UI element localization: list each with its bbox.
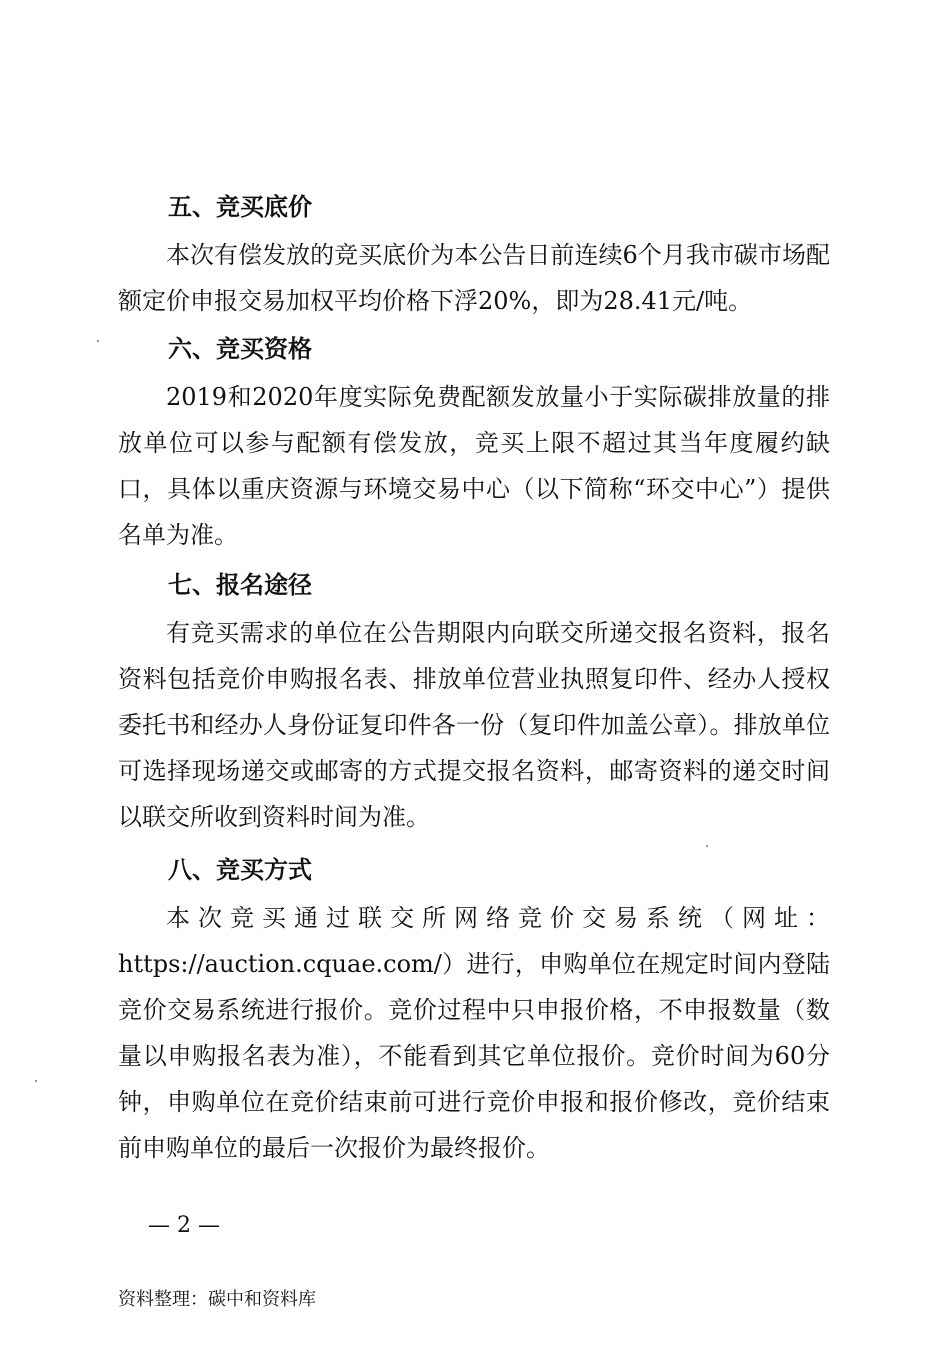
page-number: — 2 — [148, 1213, 220, 1238]
section-heading-6: 六、竞买资格 [168, 335, 312, 363]
section-body-7: 有竞买需求的单位在公告期限内向联交所递交报名资料，报名资料包括竞价申购报名表、排放单位营业执照复印件、经办人授权委托书和经办人身份证复印件各一份（复印件加盖公章）。排放单位可选择现场递交或邮寄的方式提交报名资料，邮寄资料的递交时间以联交所收到资料时间为准。 [118, 619, 830, 831]
scan-speck [97, 340, 99, 342]
section-heading-8: 八、竞买方式 [168, 856, 312, 884]
scan-speck [35, 1080, 37, 1082]
section-body-6: 2019和2020年度实际免费配额发放量小于实际碳排放量的排放单位可以参与配额有偿发放，竞买上限不超过其当年度履约缺口，具体以重庆资源与环境交易中心（以下简称“环交中心”）提供名单为准。 [118, 383, 830, 549]
section-heading-5: 五、竞买底价 [168, 193, 312, 221]
section-body-8: 本次竞买通过联交所网络竞价交易系统（网址：https://auction.cquae.com/）进行，申购单位在规定时间内登陆竞价交易系统进行报价。竞价过程中只申报价格，不申报数量（数量以申购报名表为准），不能看到其它单位报价。竞价时间为60分钟，申购单位在竞价结束前可进行竞价申报和报价修改，竞价结束前申购单位的最后一次报价为最终报价。 [118, 904, 830, 1162]
scan-speck [706, 845, 708, 847]
section-body-5: 本次有偿发放的竞买底价为本公告日前连续6个月我市碳市场配额定价申报交易加权平均价格下浮20%，即为28.41元/吨。 [118, 241, 830, 315]
footer-note: 资料整理：碳中和资料库 [118, 1289, 316, 1310]
section-heading-7: 七、报名途径 [168, 571, 312, 599]
